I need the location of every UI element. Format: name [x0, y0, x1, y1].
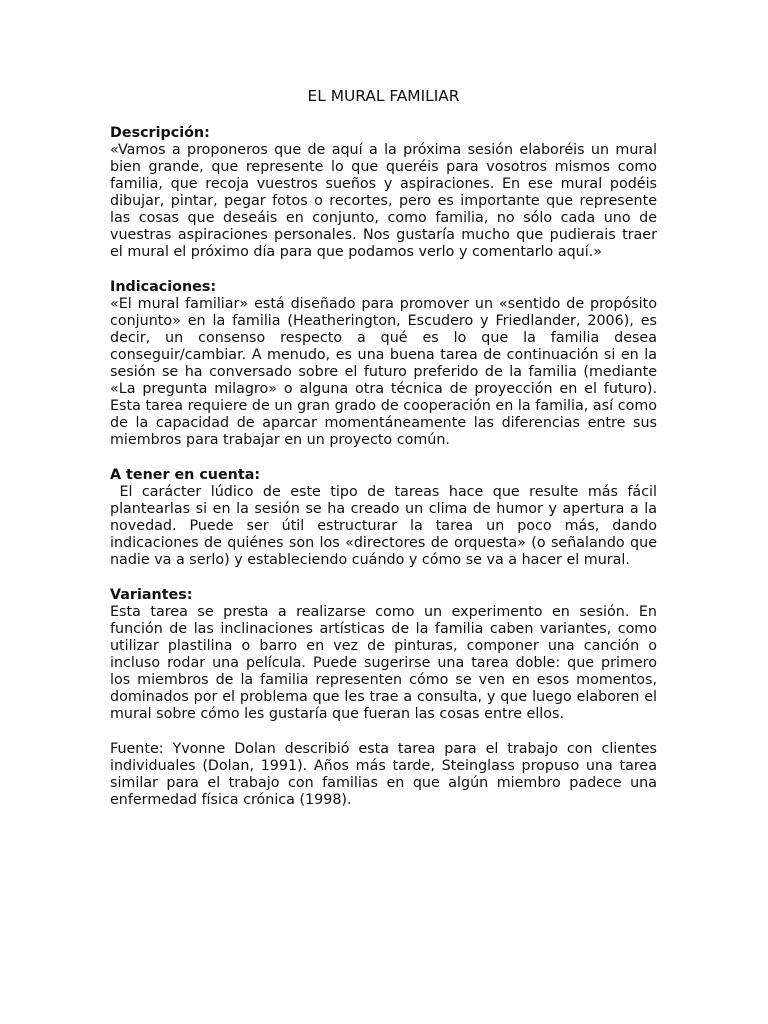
source-note: [110, 741, 657, 809]
section-paragraph: «Vamos a proponeros que de aquí a la próxima sesión elaboréis un mural bien grande, que represente lo que queréis para vosotros mismos como familia, que recoja vuestros sueños y aspiraciones. En ese mural podéis dibujar, pintar, pegar fotos o recortes, pero es importante que represente las cosas que deseáis en conjunto, como familia, no sólo cada uno de vuestras aspiraciones personales. Nos gustaría mucho que pudierais traer el mural el próximo día para que podamos verlo y comentarlo aquí.»: [110, 142, 657, 260]
section-paragraph: Esta tarea se presta a realizarse como un experimento en sesión. En función de las inclinaciones artísticas de la familia caben variantes, como utilizar plastilina o barro en vez de pinturas, componer una canción o incluso rodar una película. Puede sugerirse una tarea doble: que primero los miembros de la familia representen cómo se ven en esos momentos, dominados por el problema que les trae a consulta, y que luego elaboren el mural sobre cómo les gustaría que fueran las cosas entre ellos.: [110, 604, 657, 722]
section-variantes: [110, 587, 657, 723]
section-paragraph: «El mural familiar» está diseñado para promover un «sentido de propósito conjunto» en la familia (Heatherington, Escudero y Friedlander, 2006), es decir, un consenso respecto a qué es lo que la familia desea conseguir/cambiar. A menudo, es una buena tarea de continuación si en la sesión se ha conversado sobre el futuro preferido de la familia (mediante «La pregunta milagro» o alguna otra técnica de proyección en el futuro). Esta tarea requiere de un gran grado de cooperación en la familia, así como de la capacidad de aparcar momentáneamente las diferencias entre sus miembros para trabajar en un proyecto común.: [110, 296, 657, 448]
section-heading: Variantes:: [110, 587, 193, 603]
section-heading: A tener en cuenta:: [110, 467, 261, 483]
document-page: [110, 86, 657, 827]
section-heading: Descripción:: [110, 125, 210, 141]
section-paragraph: El carácter lúdico de este tipo de tareas hace que resulte más fácil plantearlas si en la sesión se ha creado un clima de humor y apertura a la novedad. Puede ser útil estructurar la tarea un poco más, dando indicaciones de quiénes son los «directores de orquesta» (o señalando que nadie va a serlo) y estableciendo cuándo y cómo se va a hacer el mural.: [110, 484, 657, 568]
section-heading: Indicaciones:: [110, 279, 217, 295]
section-indicaciones: [110, 279, 657, 449]
section-descripcion: [110, 125, 657, 261]
document-title: EL MURAL FAMILIAR: [307, 87, 460, 105]
source-paragraph: Fuente: Yvonne Dolan describió esta tarea para el trabajo con clientes individuales (Dolan, 1991). Años más tarde, Steinglass propuso una tarea similar para el trabajo con familias en que algún miembro padece una enfermedad física crónica (1998).: [110, 741, 657, 808]
section-a-tener-en-cuenta: [110, 467, 657, 569]
